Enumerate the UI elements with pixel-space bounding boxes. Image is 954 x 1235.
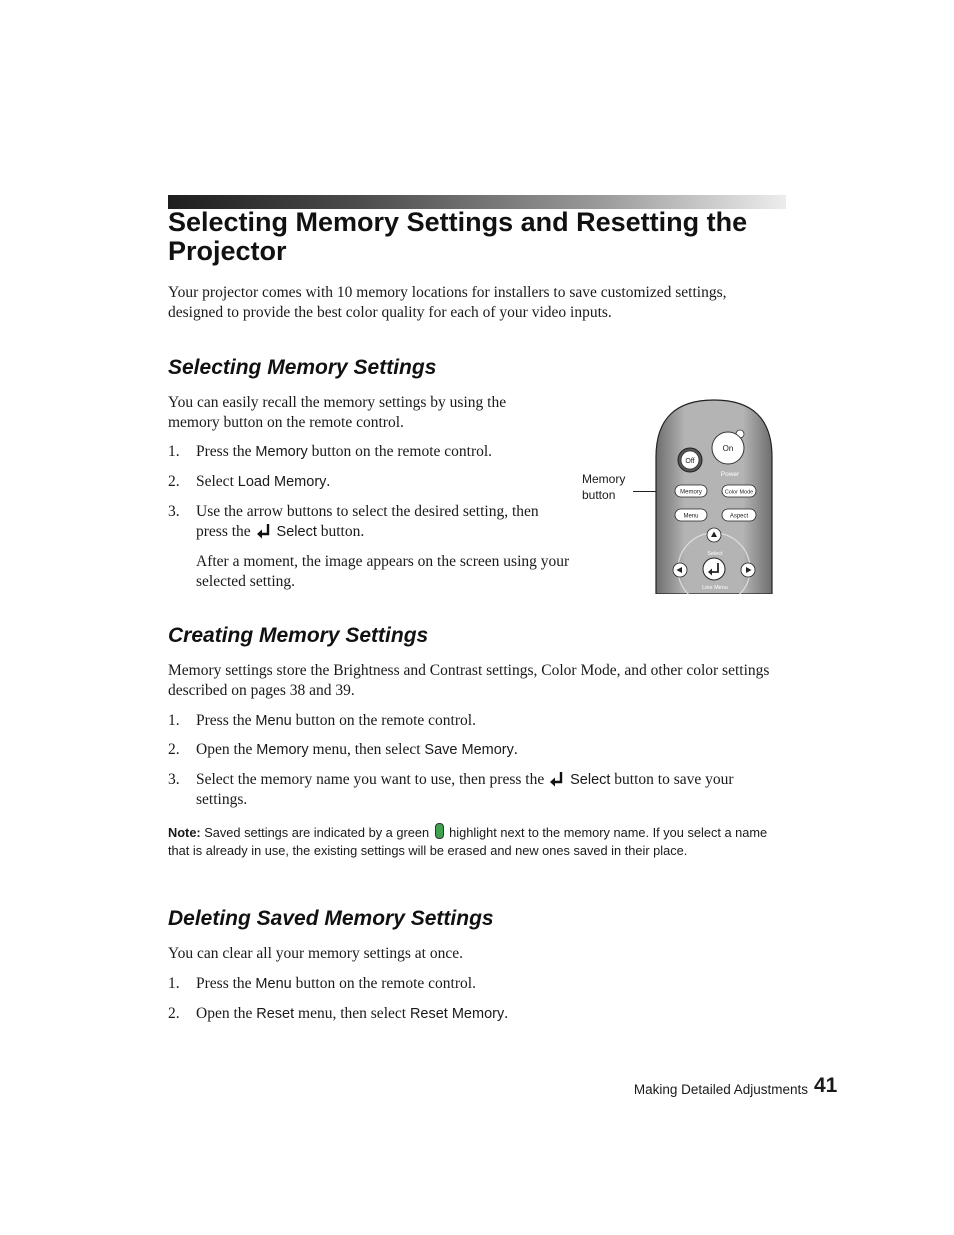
note-paragraph: Note: Saved settings are indicated by a green highlight next to the memory name. If you select a name that is already in use, the existing settings will be erased and new ones saved in their place. (168, 825, 768, 858)
green-highlight-icon (435, 823, 444, 839)
remote-callout-label: Memory button (582, 472, 626, 502)
enter-icon (255, 523, 273, 539)
memory-button-label: Memory (680, 489, 702, 496)
selecting-after-text: After a moment, the image appears on the screen using your selected setting. (196, 553, 570, 590)
page-intro: Your projector comes with 10 memory locations for installers to save customized settings, designed to provide the best color quality for each of your video inputs. (168, 284, 727, 321)
section-heading-deleting: Deleting Saved Memory Settings (168, 907, 494, 930)
select-label: Select (707, 551, 723, 557)
page-title: Selecting Memory Settings and Resetting the Projector (168, 207, 748, 266)
on-button-label: On (722, 444, 734, 453)
color-mode-button-label: Color Mode (724, 489, 754, 496)
section-heading-creating: Creating Memory Settings (168, 624, 429, 647)
creating-intro: Memory settings store the Brightness and Contrast settings, Color Mode, and other color settings described on pages 38 and 39. (168, 662, 770, 699)
aspect-button-label: Aspect (729, 513, 749, 520)
deleting-intro: You can clear all your memory settings at once. (168, 945, 463, 962)
off-button-label: Off (685, 458, 695, 465)
line-menu-label: Line Menu (702, 585, 728, 591)
page-number: 41 (814, 1074, 838, 1097)
section-heading-selecting: Selecting Memory Settings (168, 356, 437, 379)
note-label: Note: (168, 825, 201, 840)
enter-icon (548, 771, 566, 787)
selecting-intro: You can easily recall the memory settings by using the memory button on the remote control. (168, 394, 507, 431)
footer-section-label: Making Detailed Adjustments (633, 1082, 808, 1097)
power-label: Power (720, 471, 740, 478)
menu-button-label: Menu (683, 513, 699, 520)
remote-control-illustration (655, 397, 773, 594)
